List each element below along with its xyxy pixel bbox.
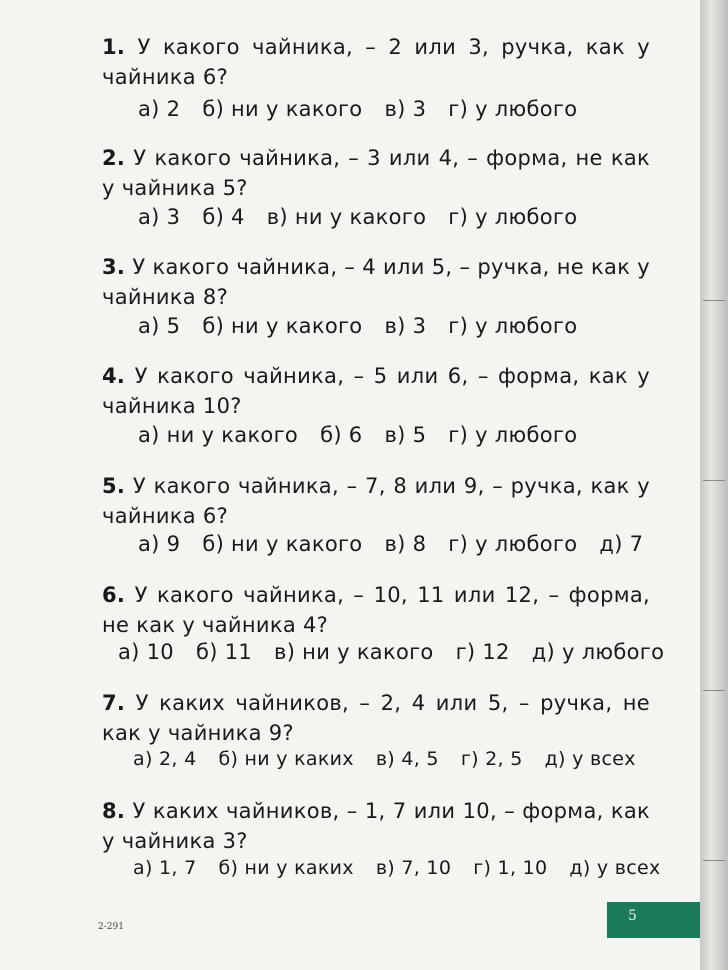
answer-option: г) у любого <box>448 532 578 556</box>
page-edge-line <box>703 480 725 481</box>
answer-option: г) у любого <box>448 314 578 338</box>
answer-options <box>118 640 686 664</box>
question-number: 2. <box>102 146 126 170</box>
answer-option: б) 4 <box>202 205 245 229</box>
answer-option: в) 4, 5 <box>375 748 439 770</box>
question-number: 5. <box>102 474 126 498</box>
answer-option: г) у любого <box>448 205 578 229</box>
answer-option: б) 6 <box>320 423 363 447</box>
page-edge-line <box>703 300 725 301</box>
question-text: У какого чайника, – 10, 11 или 12, – форма, не как у чайника 4? <box>102 583 650 637</box>
question-4 <box>102 361 650 421</box>
answer-options <box>138 314 599 338</box>
answer-options <box>138 423 599 447</box>
answer-option: в) 7, 10 <box>375 857 452 879</box>
answer-option: б) 11 <box>195 640 253 664</box>
question-number: 4. <box>102 364 126 388</box>
question-text: У какого чайника, – 2 или 3, ручка, как у чайника 6? <box>102 35 650 89</box>
answer-option: г) у любого <box>448 423 578 447</box>
answer-option: д) 7 <box>599 532 644 556</box>
question-1 <box>102 32 650 92</box>
answer-option: д) у всех <box>569 857 661 879</box>
answer-option: в) ни у какого <box>274 640 434 664</box>
answer-option: а) 2, 4 <box>133 748 197 770</box>
answer-option: б) ни у каких <box>218 748 354 770</box>
question-text: У какого чайника, – 3 или 4, – форма, не как у чайника 5? <box>102 146 650 200</box>
question-6 <box>102 580 650 640</box>
question-2 <box>102 143 650 203</box>
question-number: 6. <box>102 583 126 607</box>
answer-options <box>138 205 599 229</box>
answer-option: в) 8 <box>384 532 427 556</box>
question-number: 7. <box>102 691 126 715</box>
page-edge-line <box>703 860 725 861</box>
question-5 <box>102 471 650 531</box>
question-8 <box>102 796 650 856</box>
answer-option: в) ни у какого <box>266 205 427 229</box>
page-number: 5 <box>628 908 637 924</box>
answer-options <box>138 532 665 556</box>
question-number: 1. <box>102 35 126 59</box>
answer-option: д) у всех <box>544 748 636 770</box>
answer-option: а) 3 <box>138 205 181 229</box>
question-text: У каких чайников, – 1, 7 или 10, – форма, как у чайника 3? <box>102 799 650 853</box>
question-text: У какого чайника, – 5 или 6, – форма, как у чайника 10? <box>102 364 650 418</box>
answer-option: д) у любого <box>531 640 665 664</box>
answer-option: г) 2, 5 <box>460 748 523 770</box>
answer-option: б) ни у каких <box>218 857 354 879</box>
question-number: 8. <box>102 799 126 823</box>
question-7 <box>102 688 650 748</box>
answer-option: б) ни у какого <box>202 97 363 121</box>
answer-option: а) 5 <box>138 314 181 338</box>
question-text: У какого чайника, – 7, 8 или 9, – ручка, как у чайника 6? <box>102 474 650 528</box>
answer-option: в) 5 <box>384 423 427 447</box>
answer-option: г) 12 <box>455 640 510 664</box>
page-number-tab <box>607 902 700 938</box>
page-edge-line <box>703 690 725 691</box>
answer-option: а) ни у какого <box>138 423 299 447</box>
page-edge <box>700 0 728 970</box>
answer-option: а) 9 <box>138 532 181 556</box>
question-text: У какого чайника, – 4 или 5, – ручка, не как у чайника 8? <box>102 255 651 309</box>
answer-option: г) 1, 10 <box>473 857 548 879</box>
answer-option: в) 3 <box>384 314 427 338</box>
answer-options <box>133 748 658 770</box>
answer-option: г) у любого <box>448 97 578 121</box>
answer-option: а) 10 <box>118 640 174 664</box>
answer-options <box>133 857 683 879</box>
answer-options <box>138 97 599 121</box>
answer-option: в) 3 <box>384 97 427 121</box>
answer-option: б) ни у какого <box>202 314 363 338</box>
answer-option: а) 1, 7 <box>133 857 197 879</box>
answer-option: а) 2 <box>138 97 181 121</box>
answer-option: б) ни у какого <box>202 532 363 556</box>
question-text: У каких чайников, – 2, 4 или 5, – ручка, не как у чайника 9? <box>102 691 650 745</box>
question-number: 3. <box>102 255 126 279</box>
print-code: 2-291 <box>98 922 124 932</box>
question-3 <box>102 252 650 312</box>
